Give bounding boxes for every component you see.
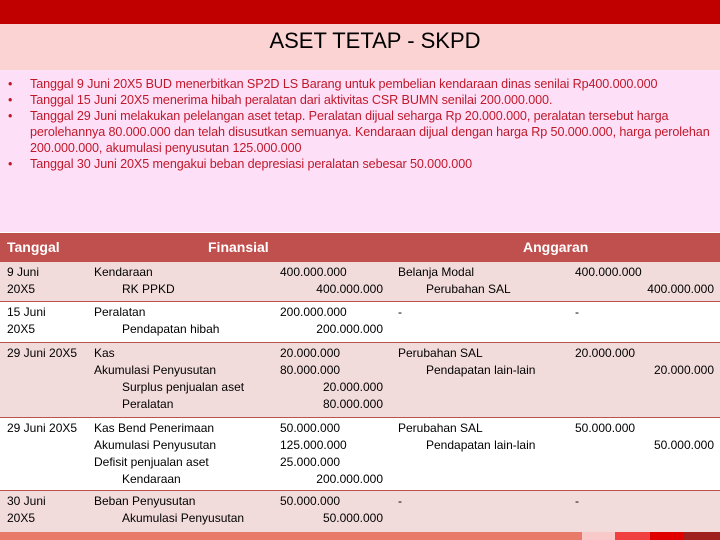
financial-credit: 200.000.000 (316, 322, 383, 336)
financial-debit: 50.000.000 (280, 494, 341, 508)
financial-account: Defisit penjualan aset (94, 455, 209, 469)
financial-account: Kendaraan (94, 265, 153, 279)
financial-debit: 200.000.000 (280, 305, 347, 319)
table-row (0, 262, 720, 301)
budget-account: - (398, 494, 402, 508)
budget-account: Perubahan SAL (426, 282, 511, 296)
budget-debit: - (575, 305, 579, 319)
date-cell: 20X5 (7, 282, 36, 296)
decor-square (684, 532, 720, 540)
financial-account: Akumulasi Penyusutan (94, 438, 217, 452)
financial-credit: 200.000.000 (316, 472, 383, 486)
header-date: Tanggal (7, 239, 60, 255)
bullet-list (0, 70, 720, 232)
financial-account: Beban Penyusutan (94, 494, 196, 508)
decor-square (650, 532, 684, 540)
budget-credit: 20.000.000 (653, 363, 714, 377)
financial-credit: 400.000.000 (316, 282, 383, 296)
date-cell: 20X5 (7, 511, 36, 525)
page-title: ASET TETAP - SKPD (269, 28, 481, 53)
financial-debit: 80.000.000 (280, 363, 341, 377)
date-cell: 29 Juni 20X5 (7, 346, 78, 360)
financial-account: Surplus penjualan aset (122, 380, 245, 394)
table-row (0, 343, 720, 417)
budget-credit: 400.000.000 (647, 282, 714, 296)
table-header (0, 233, 720, 262)
table-row (0, 301, 720, 343)
financial-account: Pendapatan hibah (122, 322, 220, 336)
date-cell: 20X5 (7, 322, 36, 336)
date-cell: 30 Juni (7, 494, 46, 508)
budget-account: - (398, 305, 402, 319)
financial-account: Kas (94, 346, 115, 360)
financial-account: Peralatan (122, 397, 174, 411)
date-cell: 29 Juni 20X5 (7, 421, 78, 435)
date-cell: 9 Juni (7, 265, 40, 279)
financial-credit: 20.000.000 (322, 380, 383, 394)
financial-credit: 80.000.000 (322, 397, 383, 411)
decor-square (582, 532, 615, 540)
date-cell: 15 Juni (7, 305, 46, 319)
bullet-item: • Tanggal 9 Juni 20X5 BUD menerbitkan SP2D LS Barang untuk pembelian kendaraan dinas senilai Rp400.000.000 (8, 76, 710, 92)
budget-account: Pendapatan lain-lain (426, 438, 536, 452)
financial-account: Kas Bend Penerimaan (94, 421, 215, 435)
budget-account: Perubahan SAL (398, 421, 483, 435)
header-budget: Anggaran (523, 239, 589, 255)
financial-debit: 50.000.000 (280, 421, 341, 435)
bullet-item: • Tanggal 15 Juni 20X5 menerima hibah peralatan dari aktivitas CSR BUMN senilai 200.000.000. (8, 92, 710, 108)
financial-debit: 25.000.000 (280, 455, 341, 469)
financial-account: Peralatan (94, 305, 146, 319)
bullet-item: • Tanggal 29 Juni melakukan pelelangan aset tetap. Peralatan dijual seharga Rp 20.000.000, peralatan tersebut harga perolehannya 80.000.000 dan telah disusutkan semuanya. Kendaraan dijual dengan harga Rp 50.000.000, harga perolehan 200.000.000, akumulasi penyusutan 125.000.000 (8, 108, 710, 156)
financial-debit: 20.000.000 (280, 346, 341, 360)
bullet-item: • Tanggal 30 Juni 20X5 mengakui beban depresiasi peralatan sebesar 50.000.000 (8, 156, 710, 172)
financial-debit: 125.000.000 (280, 438, 347, 452)
budget-debit: - (575, 494, 579, 508)
budget-account: Belanja Modal (398, 265, 475, 279)
budget-account: Perubahan SAL (398, 346, 483, 360)
financial-account: Akumulasi Penyusutan (94, 363, 217, 377)
budget-debit: 400.000.000 (575, 265, 642, 279)
header-financial: Finansial (208, 239, 269, 255)
budget-debit: 50.000.000 (575, 421, 636, 435)
table-row (0, 491, 720, 532)
financial-account: Akumulasi Penyusutan (122, 511, 245, 525)
financial-account: Kendaraan (122, 472, 181, 486)
top-bar (0, 0, 720, 24)
decor-square (615, 532, 650, 540)
financial-debit: 400.000.000 (280, 265, 347, 279)
budget-credit: 50.000.000 (653, 438, 714, 452)
budget-account: Pendapatan lain-lain (426, 363, 536, 377)
table-row (0, 417, 720, 491)
financial-account: RK PPKD (122, 282, 175, 296)
budget-debit: 20.000.000 (575, 346, 636, 360)
financial-credit: 50.000.000 (322, 511, 383, 525)
